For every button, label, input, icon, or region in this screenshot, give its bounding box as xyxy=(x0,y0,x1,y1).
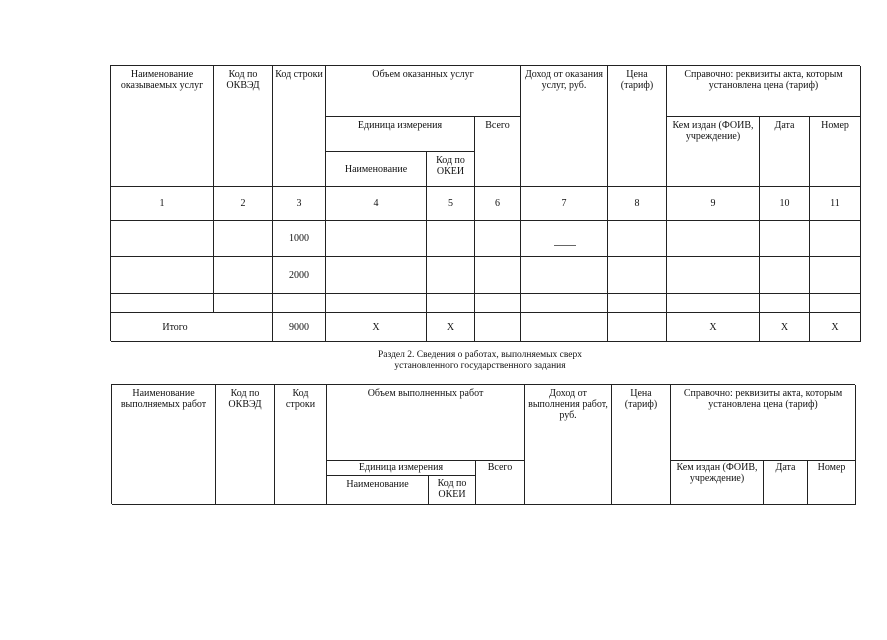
table-cell xyxy=(326,294,427,313)
col-number: 9 xyxy=(667,187,760,221)
table-cell xyxy=(214,221,273,257)
table-cell xyxy=(521,313,608,342)
table-cell xyxy=(326,221,427,257)
table-cell xyxy=(760,294,810,313)
header-unit: Единица измерения xyxy=(327,461,476,476)
table-cell xyxy=(608,313,667,342)
header-issued-by: Кем издан (ФОИВ, учреждение) xyxy=(671,461,764,505)
col-number: 5 xyxy=(427,187,475,221)
header-income: Доход от оказания услуг, руб. xyxy=(521,66,608,187)
header-volume: Объем оказанных услуг xyxy=(326,66,521,117)
header-okei: Код по ОКЕИ xyxy=(429,476,476,505)
header-work-name: Наименование выполняемых работ xyxy=(112,385,216,505)
section-2-caption xyxy=(310,350,650,372)
table-cell xyxy=(427,221,475,257)
header-total: Всего xyxy=(476,461,525,505)
header-volume: Объем выполненных работ xyxy=(327,385,525,461)
header-row-code: Код строки xyxy=(273,66,326,187)
services-table xyxy=(110,65,860,341)
table-cell xyxy=(667,294,760,313)
table-cell xyxy=(608,257,667,294)
col-number: 1 xyxy=(111,187,214,221)
header-number: Номер xyxy=(808,461,856,505)
works-table xyxy=(111,384,855,504)
header-price: Цена (тариф) xyxy=(608,66,667,187)
section-2-subtitle: установленного государственного задания xyxy=(394,361,566,371)
header-total: Всего xyxy=(475,117,521,187)
section-2-title: Раздел 2. Сведения о работах, выполняемых сверх xyxy=(378,350,582,360)
header-reference: Справочно: реквизиты акта, которым установлена цена (тариф) xyxy=(667,66,861,117)
table-cell xyxy=(608,294,667,313)
table-cell xyxy=(810,221,861,257)
col-number: 11 xyxy=(810,187,861,221)
header-price: Цена (тариф) xyxy=(612,385,671,505)
table-cell xyxy=(475,257,521,294)
header-reference: Справочно: реквизиты акта, которым установлена цена (тариф) xyxy=(671,385,856,461)
table-cell xyxy=(760,221,810,257)
table-cell xyxy=(521,294,608,313)
table-cell xyxy=(214,257,273,294)
table-cell xyxy=(760,257,810,294)
total-label: Итого xyxy=(111,313,273,342)
table-cell xyxy=(810,257,861,294)
header-unit-name: Наименование xyxy=(326,152,427,187)
header-date: Дата xyxy=(760,117,810,187)
col-number: 6 xyxy=(475,187,521,221)
header-income: Доход от выполнения работ, руб. xyxy=(525,385,612,505)
x-mark: X xyxy=(427,313,475,342)
col-number: 10 xyxy=(760,187,810,221)
table-cell xyxy=(608,221,667,257)
table-cell xyxy=(214,294,273,313)
table-cell xyxy=(111,221,214,257)
table-cell xyxy=(111,257,214,294)
row-code-1000: 1000 xyxy=(273,221,326,257)
table-cell xyxy=(810,294,861,313)
table-cell xyxy=(521,257,608,294)
header-number: Номер xyxy=(810,117,861,187)
x-mark: X xyxy=(760,313,810,342)
header-service-name: Наименование оказываемых услуг xyxy=(111,66,214,187)
row-code-2000: 2000 xyxy=(273,257,326,294)
header-okei: Код по ОКЕИ xyxy=(427,152,475,187)
table-cell xyxy=(667,257,760,294)
x-mark: X xyxy=(326,313,427,342)
table-cell xyxy=(427,294,475,313)
stray-dash xyxy=(554,245,576,246)
col-number: 8 xyxy=(608,187,667,221)
table-cell xyxy=(475,221,521,257)
table-cell xyxy=(427,257,475,294)
header-date: Дата xyxy=(764,461,808,505)
table-cell xyxy=(475,294,521,313)
header-row-code: Код строки xyxy=(275,385,327,505)
total-row-code: 9000 xyxy=(273,313,326,342)
table-cell xyxy=(111,294,214,313)
header-okved: Код по ОКВЭД xyxy=(214,66,273,187)
col-number: 7 xyxy=(521,187,608,221)
col-number: 2 xyxy=(214,187,273,221)
table-cell xyxy=(521,221,608,257)
header-okved: Код по ОКВЭД xyxy=(216,385,275,505)
col-number: 3 xyxy=(273,187,326,221)
header-unit: Единица измерения xyxy=(326,117,475,152)
table-cell xyxy=(667,221,760,257)
x-mark: X xyxy=(810,313,861,342)
x-mark: X xyxy=(667,313,760,342)
header-issued-by: Кем издан (ФОИВ, учреждение) xyxy=(667,117,760,187)
table-cell xyxy=(273,294,326,313)
header-unit-name: Наименование xyxy=(327,476,429,505)
table-cell xyxy=(475,313,521,342)
col-number: 4 xyxy=(326,187,427,221)
table-cell xyxy=(326,257,427,294)
